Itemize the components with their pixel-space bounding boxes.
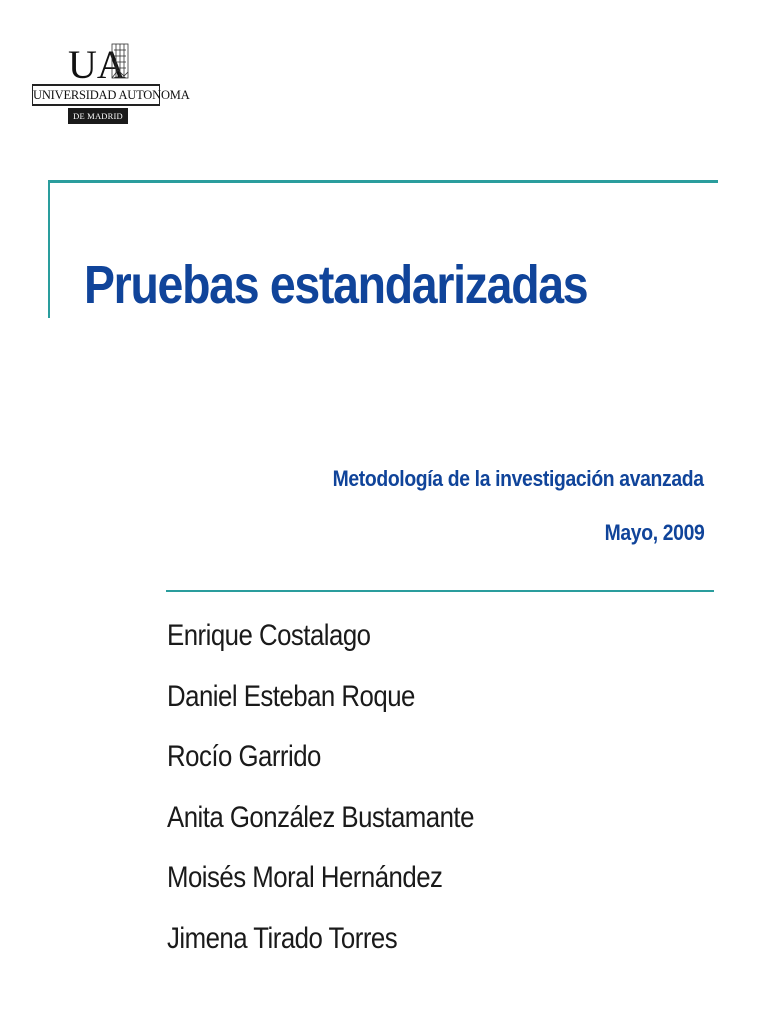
logo-location: DE MADRID (68, 108, 128, 124)
presentation-date: Mayo, 2009 (604, 520, 704, 545)
authors-divider-line (166, 590, 714, 592)
ua-logo-mark (68, 40, 130, 84)
course-subtitle: Metodología de la investigación avanzada (332, 466, 704, 491)
authors-list (167, 612, 524, 975)
logo-mark-text: UA (68, 42, 126, 84)
author-item: Enrique Costalago (167, 619, 371, 652)
title-frame-left-line (48, 180, 50, 318)
title-frame-top-line (50, 180, 718, 183)
author-item: Jimena Tirado Torres (167, 921, 398, 955)
author-item: Anita González Bustamante (167, 800, 474, 834)
author-item: Daniel Esteban Roque (167, 679, 415, 713)
university-logo (32, 40, 190, 130)
slide-title: Pruebas estandarizadas (84, 255, 588, 315)
author-item: Moisés Moral Hernández (167, 861, 443, 894)
logo-institution-name: UNIVERSIDAD AUTONOMA (32, 84, 160, 106)
author-item: Rocío Garrido (167, 740, 321, 773)
